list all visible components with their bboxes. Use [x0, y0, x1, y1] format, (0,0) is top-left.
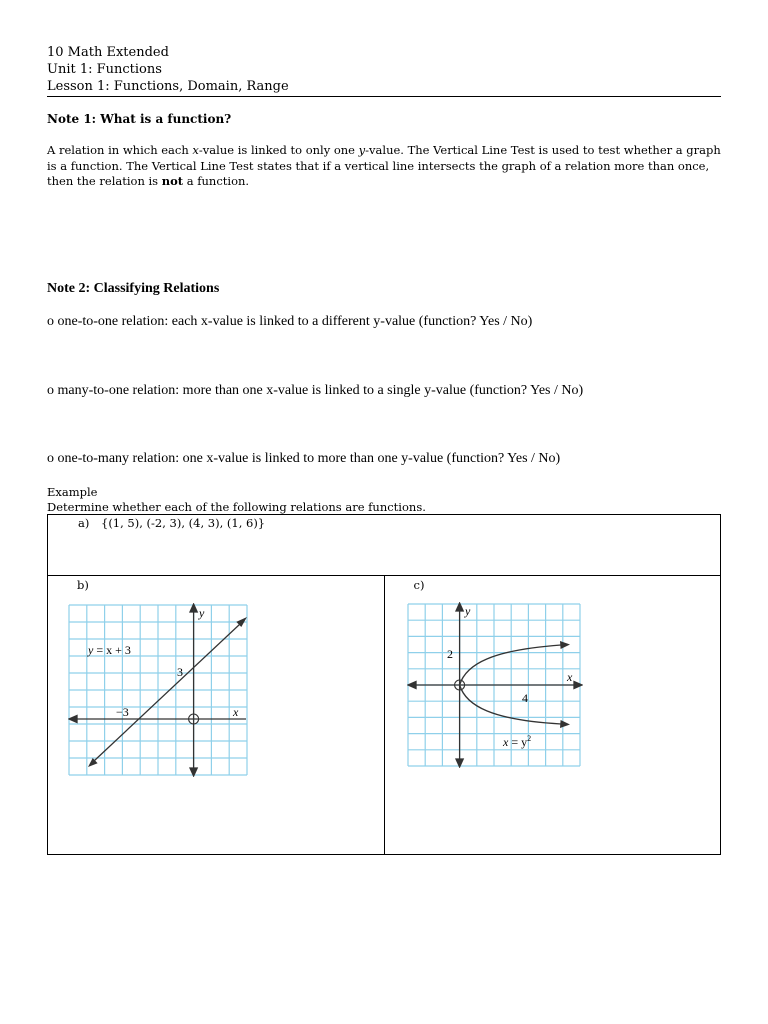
part-b-label: b) — [77, 578, 89, 592]
course-title: 10 Math Extended — [47, 45, 169, 60]
part-a-cell — [48, 515, 721, 576]
part-a-label: a) — [78, 516, 90, 530]
graph-b-y-axis-label: y — [199, 606, 205, 620]
note2-title: Note 2: Classifying Relations — [47, 281, 220, 296]
graph-c-curve-arrow — [560, 720, 570, 728]
unit-title: Unit 1: Functions — [47, 62, 162, 77]
example-table — [47, 514, 721, 855]
function-definition — [47, 143, 727, 190]
header-divider — [47, 96, 721, 97]
relation-one-to-many: o one-to-many relation: one x-value is linked to more than one y-value (function? Yes / No) — [47, 451, 561, 466]
relation-one-to-one: o one-to-one relation: each x-value is linked to a different y-value (function? Yes / No) — [47, 314, 533, 329]
definition-emphasis: not — [161, 174, 184, 188]
graph-b-y-intercept-label: 3 — [177, 665, 183, 679]
graph-b — [68, 603, 250, 777]
graph-c-x-axis-label: x — [566, 670, 572, 684]
graph-b-x-intercept-label: −3 — [116, 705, 129, 719]
graph-c-curve-arrow — [560, 641, 570, 649]
graph-b-equation: y = x + 3 — [88, 643, 131, 657]
graph-c-axes — [408, 603, 582, 767]
graph-c-y-tick-label: 2 — [446, 647, 453, 661]
example-instruction: Determine whether each of the following relations are functions. — [47, 499, 426, 514]
note1-title: Note 1: What is a function? — [47, 112, 232, 126]
part-a-relation: {(1, 5), (-2, 3), (4, 3), (1, 6)} — [101, 516, 266, 530]
graph-c-y-axis-label: y — [464, 604, 470, 618]
definition-text: -value. The Vertical Line Test is used to test whether a graph is a function. The Vertical Line Test states that if a vertical line intersects the graph of a relation more than once, then the relation is — [47, 143, 721, 188]
example-label: Example — [47, 485, 98, 499]
worksheet-header — [47, 44, 289, 95]
definition-text: a function. — [183, 174, 250, 188]
graph-c — [407, 602, 583, 768]
definition-y-var: y — [358, 143, 366, 157]
graph-b-grid — [69, 605, 247, 775]
part-c-label: c) — [413, 578, 425, 592]
example-heading — [47, 485, 426, 514]
lesson-title: Lesson 1: Functions, Domain, Range — [47, 79, 289, 94]
graph-c-equation: $x = y^2$ — [502, 734, 531, 749]
definition-text: -value is linked to only one — [198, 143, 359, 157]
relation-many-to-one: o many-to-one relation: more than one x-value is linked to a single y-value (function? Yes / No) — [47, 383, 584, 398]
definition-x-var: x — [192, 143, 199, 157]
graph-b-x-axis-label: x — [233, 705, 239, 719]
graph-c-x-tick-label: 4 — [521, 691, 528, 705]
part-c-cell — [384, 576, 721, 855]
definition-text: A relation in which each — [47, 143, 193, 157]
part-b-cell — [48, 576, 385, 855]
